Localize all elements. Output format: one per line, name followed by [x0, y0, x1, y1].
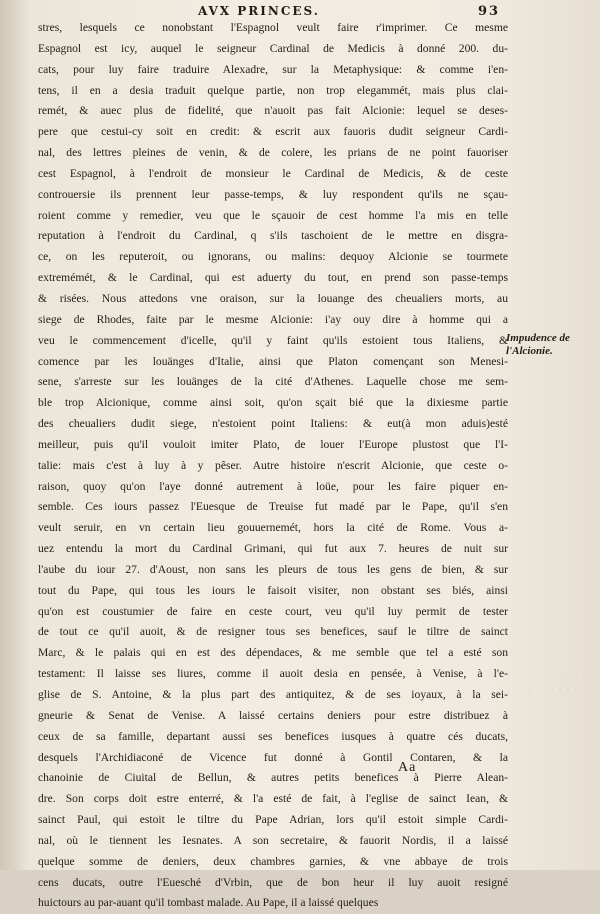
- text-line: extremémét, & le Cardinal, qui est aduerty du tout, en prend son passe-temps: [38, 271, 508, 285]
- text-line: glise de S. Antoine, & la plus part des antiquitez, & de ses ioyaux, à la sei-: [38, 688, 508, 701]
- text-line: ce, on les reputeroit, ou ignorans, ou malins: dequoy Alcionie se tourmete: [38, 250, 508, 264]
- text-line: l'aube du iour 27. d'Aoust, non sans les pleurs de tous les gens de bien, & sur: [38, 562, 508, 576]
- text-line: & risées. Nous attedons vne oraison, sur la louange des cheualiers morts, au: [38, 291, 508, 305]
- signature-mark: Aa: [398, 760, 417, 775]
- text-line: uez entendu la mort du Cardinal Grimani, qui fut aux 7. heures de nuit sur: [38, 542, 508, 556]
- text-line: Espagnol est icy, auquel le seigneur Cardinal de Medicis à donné 200. du-: [38, 41, 508, 55]
- text-line: tout du Pape, qui tous les iours le faisoit visiter, non obstant ses biés, ainsi: [38, 583, 508, 597]
- running-title: AVX PRINCES.: [198, 4, 320, 18]
- text-line: chanoinie de Ciuital de Bellun, & autres petits benefices à Pierre Alean-: [38, 771, 508, 785]
- text-line: reputation à l'endroit du Cardinal, q s'ils taschoient de le mettre en disgra-: [38, 229, 508, 243]
- text-line: nal, où le tiennent les Iesnates. A son secretaire, & fauorit Nordis, il a laissé: [38, 833, 508, 847]
- show-through-text: · · · · · · · · · · · · · · ·: [528, 676, 586, 696]
- text-line: roient comme y remedier, veu que le sçauoir de cest homme l'a mis en telle: [38, 208, 508, 222]
- text-line: comence par les louänges d'Italie, ainsi que Platon començant son Menesi-: [38, 354, 508, 368]
- text-line: des cheualiers dudit siege, n'estoient point Italiens: & eut(à mon aduis)esté: [38, 417, 508, 431]
- text-line: controuersie ils prennent leur passe-temps, & luy respondent qu'ils ne sçau-: [38, 187, 508, 201]
- text-line: nal, des lettres pleines de venin, & de colere, les prians de ne point fauoriser: [38, 146, 508, 160]
- text-line: quelque somme de deniers, deux chambres garnies, & vne abbaye de trois: [38, 854, 508, 868]
- text-line: qu'on est coustumier de faire en ceste court, veu qu'il luy permit de tester: [38, 604, 508, 618]
- text-line: sene, s'arreste sur les louänges de la cité d'Athenes. Laquelle chose me sem-: [38, 375, 508, 389]
- text-line: pere que cestui-cy soit en credit: & escrit aux fauoris dudit seigneur Cardi-: [38, 125, 508, 139]
- text-line: veult seruir, en vn certain lieu gouuernemét, hors la cité de Rome. Vous a-: [38, 521, 508, 535]
- text-line: cens ducats, outre l'Euesché d'Vrbin, que de bon heur il luy auoit resigné: [38, 875, 508, 889]
- text-line: sainct Paul, qui estoit le tiltre du Pape Adrian, lors qu'il estoit simple Cardi-: [38, 813, 508, 827]
- text-line: desquels l'Archidiaconé de Vicence fut donné à Gontil Contaren, & la: [38, 750, 508, 764]
- text-line: raison, quoy qu'on l'aye donné autrement à loüe, pour les faire piquer en-: [38, 479, 508, 493]
- margin-note: Impudence de l'Alcionie.: [506, 332, 570, 357]
- text-line: ble trop Alcionique, comme ainsi soit, qu'on sçait bié que la dixiesme partie: [38, 396, 508, 410]
- text-line: siege de Rhodes, faite par le mesme Alcionie: i'ay ouy dire à homme qui a: [38, 312, 508, 326]
- text-line: cest Espagnol, à l'endroit de monsieur le Cardinal de Medicis, & de ceste: [38, 166, 508, 180]
- body-text: [38, 18, 508, 914]
- text-line: gneurie & Senat de Venise. A laissé certains deniers pour estre distribuez à: [38, 708, 508, 722]
- text-line: dre. Son corps doit estre enterré, & l'a esté de fait, à l'eglise de sainct Iean, &: [38, 792, 508, 806]
- text-line: testament: Il laisse ses liures, comme il auoit desia en pensée, à Venise, à l'e-: [38, 667, 508, 681]
- page-number: 93: [478, 4, 501, 19]
- text-line: cats, pour luy faire traduire Alexadre, sur la Metaphysique: & comme i'en-: [38, 62, 508, 76]
- text-line: de tout ce qu'il auoit, & de resigner tous ses benefices, sauf le tiltre de sainct: [38, 625, 508, 639]
- text-line: ceux de sa famille, departant aussi ses benefices iusques à quatre cés ducats,: [38, 729, 508, 743]
- text-line: huictours au par-auant qu'il tombast malade. Au Pape, il a laissé quelques: [38, 896, 379, 910]
- text-line: talie: mais c'est à luy à y pêser. Autre histoire n'escrit Alcionie, que ceste o-: [38, 458, 508, 472]
- text-line: stres, lesquels ce nonobstant l'Espagnol veult faire r'imprimer. Ce mesme: [38, 21, 508, 34]
- text-line: meilleur, puis qu'il vouloit imiter Plato, de louer l'Europe plustost que l'I-: [38, 437, 508, 451]
- text-line: veu le commencement d'icelle, qu'il y faint qu'ils estoient tous Italiens, &: [38, 333, 508, 347]
- text-line: Marc, & le palais qui en est des dépendaces, & me semble que tel a esté son: [38, 646, 508, 660]
- text-line: remét, & auec plus de fidelité, que n'auoit pas fait Alcionie: lequel se deses-: [38, 104, 508, 118]
- text-line: semble. Ces iours passez l'Euesque de Treuise fut madé par le Pape, qu'il s'en: [38, 500, 508, 514]
- text-line: tens, il en a desia traduit quelque partie, non trop elegammét, mais plus clai-: [38, 83, 508, 97]
